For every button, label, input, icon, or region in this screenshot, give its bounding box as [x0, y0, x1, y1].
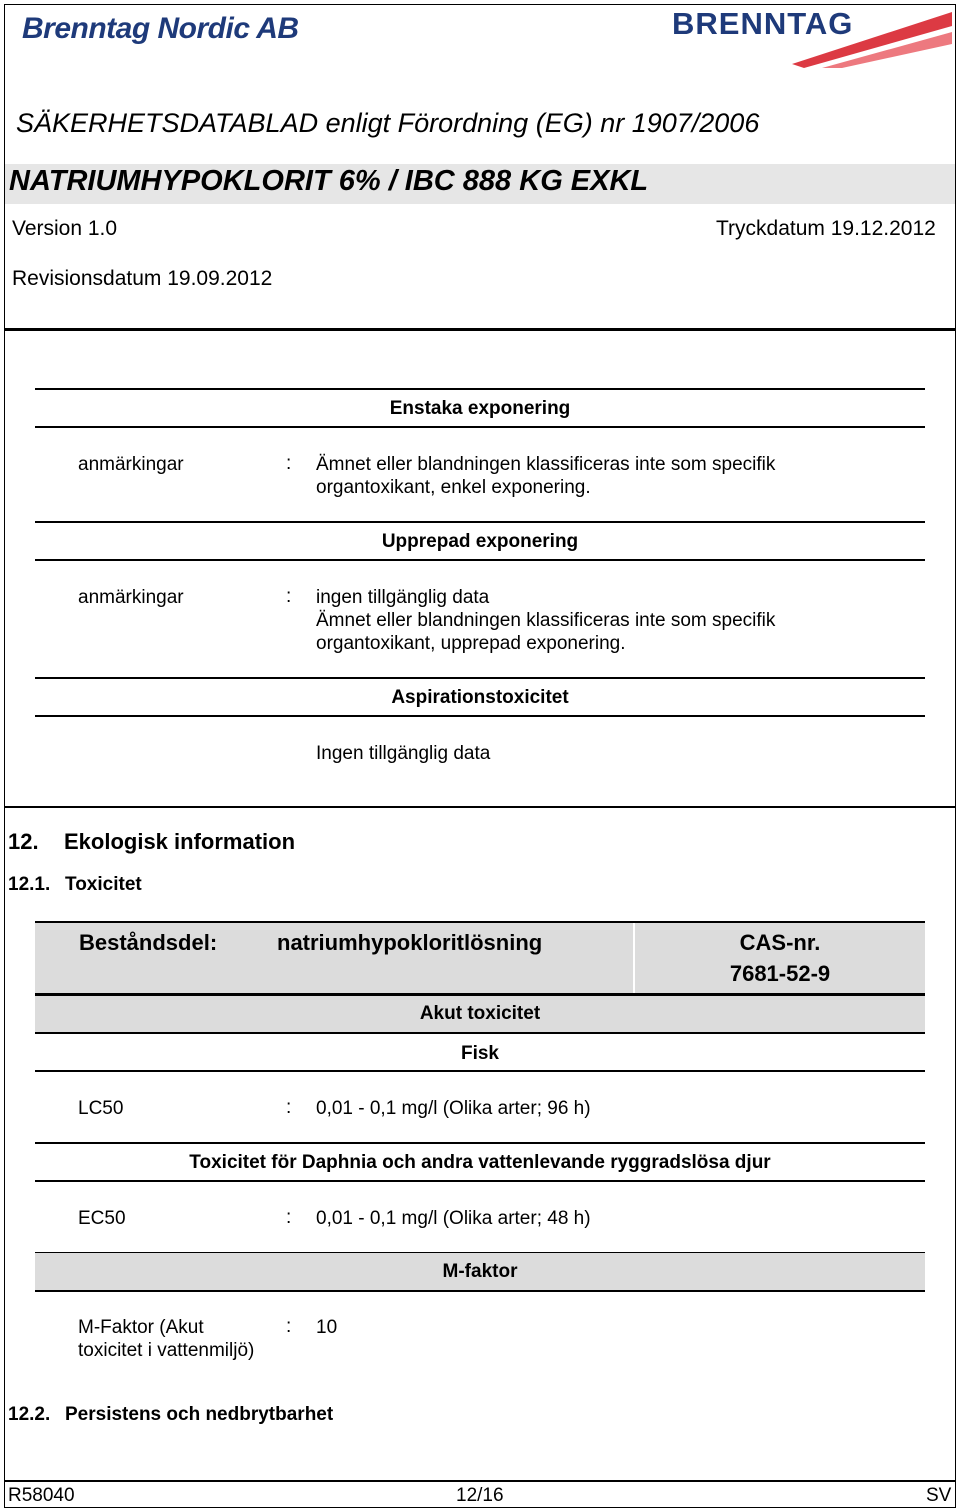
value-line: organtoxikant, upprepad exponering. — [316, 633, 626, 654]
subsection-number: 12.2. — [8, 1404, 51, 1425]
divider — [35, 1180, 925, 1182]
divider — [35, 921, 925, 923]
divider — [35, 1032, 925, 1034]
daphnia-title: Toxicitet för Daphnia och andra vattenlevande ryggradslösa djur — [189, 1152, 771, 1173]
value-line: Ämnet eller blandningen klassificeras inte som specifik — [316, 610, 776, 631]
label-line: M-Faktor (Akut — [78, 1317, 204, 1338]
divider — [35, 1070, 925, 1072]
mfactor-label — [78, 1316, 254, 1362]
colon: : — [286, 1097, 292, 1118]
ec50-value: 0,01 - 0,1 mg/l (Olika arter; 48 h) — [316, 1208, 591, 1229]
component-label: Beståndsdel: — [79, 930, 218, 955]
divider — [35, 715, 925, 717]
print-date: Tryckdatum 19.12.2012 — [716, 217, 936, 240]
mfactor-value: 10 — [316, 1317, 338, 1338]
divider — [35, 1252, 925, 1253]
language-code: SV — [926, 1485, 952, 1506]
value-line: Ämnet eller blandningen klassificeras inte som specifik — [316, 454, 776, 475]
document-code: R58040 — [8, 1485, 75, 1506]
aspiration-value: Ingen tillgänglig data — [316, 743, 491, 764]
subsection-number: 12.1. — [8, 874, 51, 895]
acute-toxicity-title: Akut toxicitet — [419, 1003, 541, 1024]
version: Version 1.0 — [12, 217, 118, 240]
mfactor-title: M-faktor — [442, 1261, 518, 1282]
aspiration-title: Aspirationstoxicitet — [391, 687, 569, 708]
persistence-title: Persistens och nedbrytbarhet — [65, 1404, 334, 1425]
document-title: SÄKERHETSDATABLAD enligt Förordning (EG) nr 1907/2006 — [16, 108, 760, 138]
divider — [35, 388, 925, 390]
colon: : — [286, 453, 292, 474]
divider — [35, 677, 925, 679]
colon: : — [286, 1316, 292, 1337]
brenntag-logo — [672, 4, 952, 68]
logo-text: BRENNTAG — [672, 6, 854, 41]
divider — [35, 559, 925, 561]
revision-date: Revisionsdatum 19.09.2012 — [12, 267, 273, 290]
value-line: organtoxikant, enkel exponering. — [316, 477, 591, 498]
cas-value: 7681-52-9 — [729, 961, 831, 986]
subsection-title: Toxicitet — [65, 874, 142, 895]
single-exposure-label: anmärkingar — [78, 454, 184, 475]
logo-swoosh-icon — [672, 4, 952, 68]
colon: : — [286, 1207, 292, 1228]
divider — [35, 426, 925, 428]
repeated-exposure-title: Upprepad exponering — [381, 531, 579, 552]
divider — [35, 521, 925, 523]
divider — [35, 1290, 925, 1292]
single-exposure-value — [316, 453, 775, 499]
label-line: toxicitet i vattenmiljö) — [78, 1340, 255, 1361]
lc50-value: 0,01 - 0,1 mg/l (Olika arter; 96 h) — [316, 1098, 591, 1119]
fish-title: Fisk — [460, 1043, 500, 1064]
page-number: 12/16 — [456, 1485, 504, 1506]
component-name: natriumhypokloritlösning — [277, 930, 543, 955]
section-number: 12. — [8, 829, 39, 854]
colon: : — [286, 586, 292, 607]
repeated-exposure-value — [316, 586, 775, 655]
repeated-exposure-label: anmärkingar — [78, 587, 184, 608]
header-divider — [5, 328, 955, 331]
ec50-label: EC50 — [78, 1208, 126, 1229]
company-name: Brenntag Nordic AB — [22, 12, 299, 45]
single-exposure-title: Enstaka exponering — [389, 398, 571, 419]
product-name: NATRIUMHYPOKLORIT 6% / IBC 888 KG EXKL — [9, 165, 649, 197]
divider — [35, 1142, 925, 1144]
value-line: ingen tillgänglig data — [316, 587, 490, 608]
lc50-label: LC50 — [78, 1098, 124, 1119]
section-title: Ekologisk information — [64, 829, 296, 854]
cas-label: CAS-nr. — [739, 930, 821, 955]
footer-divider — [5, 1480, 955, 1482]
section-divider — [5, 806, 955, 808]
